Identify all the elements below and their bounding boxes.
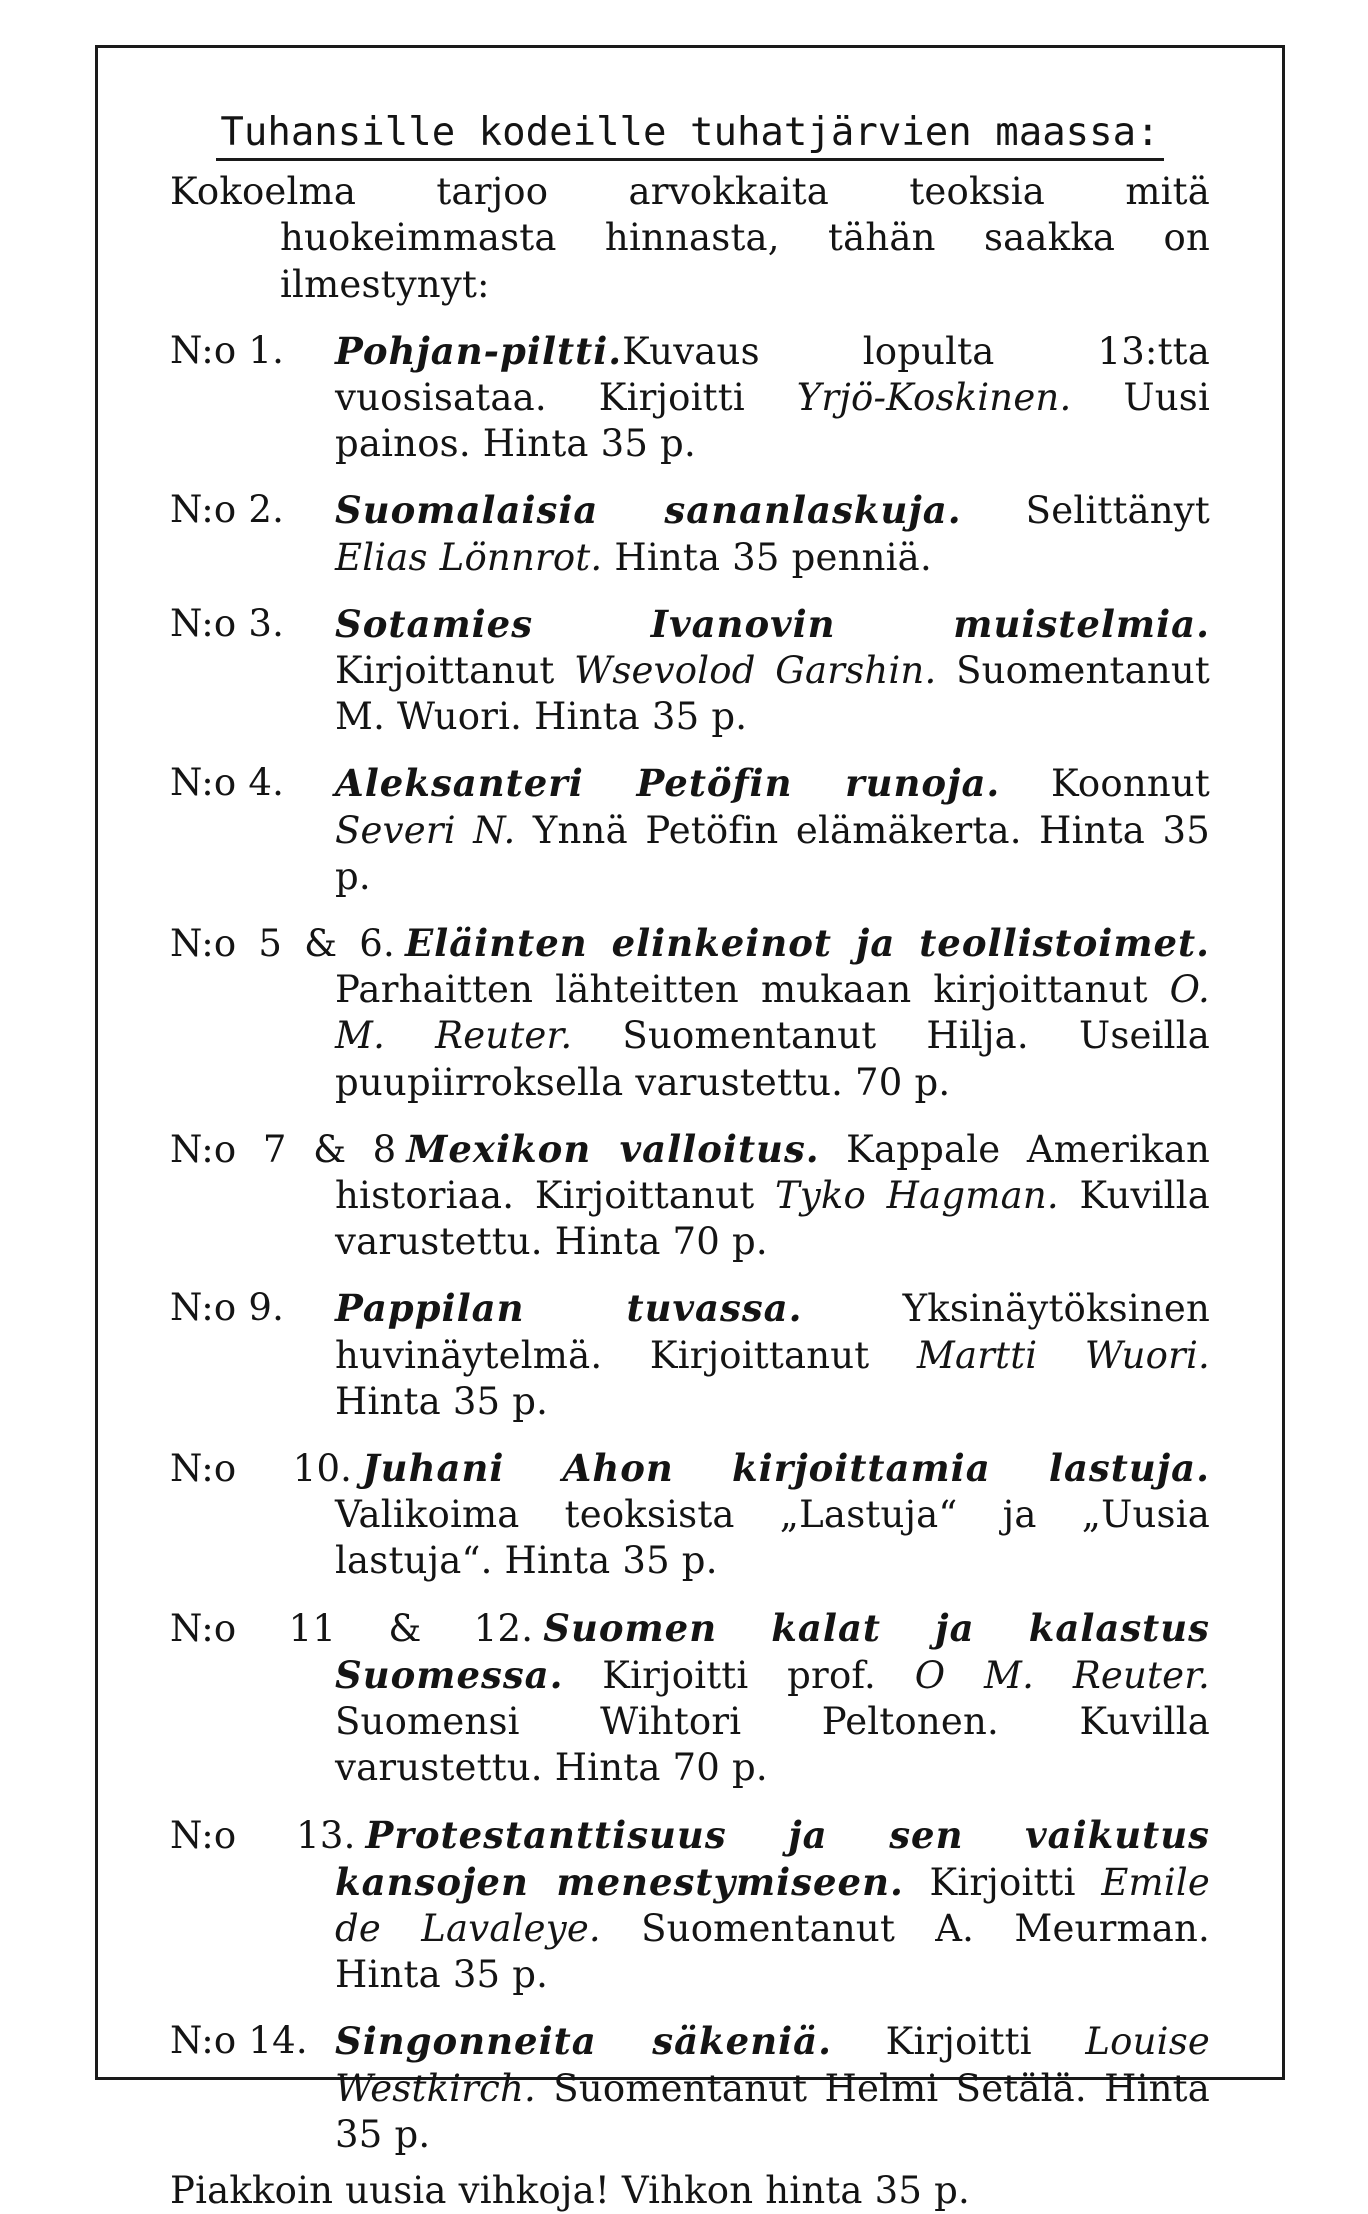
entry-list bbox=[170, 328, 1210, 2158]
entry-text: Hinta 35 penniä. bbox=[602, 535, 932, 579]
entry-title: Protestanttisuus ja sen vaikutus kansojen menestymiseen. bbox=[335, 1812, 1210, 1904]
entry-title: Mexikon valloitus. bbox=[406, 1126, 820, 1171]
entry-title: Aleksanteri Petöfin runoja. bbox=[335, 761, 1001, 806]
entry-author: Emile de Lavaleye. bbox=[335, 1860, 1210, 1950]
entry-number: N:o 14. bbox=[170, 2019, 308, 2063]
entry-text: Hinta 35 p. bbox=[335, 1379, 549, 1423]
intro-text: Kokoelma tarjoo arvokkaita teoksia mitä huokeimmasta hinnasta, tähän saakka on ilmestynyt: bbox=[170, 170, 1210, 306]
entry-text: Suomentanut A. Meurman. Hinta 35 p. bbox=[335, 1906, 1210, 1997]
entry-number: N:o 10. bbox=[170, 1447, 353, 1491]
entry bbox=[170, 1605, 1210, 1792]
footer-text: Piakkoin uusia vihkoja! Vihkon hinta 35 p. bbox=[170, 2168, 970, 2212]
entry-text: Suomentanut Helmi Setälä. Hinta 35 p. bbox=[335, 2066, 1210, 2156]
entry-text: Kirjoittanut bbox=[335, 649, 575, 693]
entry-number: N:o 5 & 6. bbox=[170, 922, 395, 966]
entry-author: Severi N. bbox=[335, 808, 516, 852]
entry-text: Kirjoitti prof. bbox=[563, 1653, 915, 1697]
entry-author: Martti Wuori. bbox=[916, 1333, 1210, 1377]
entry-text: Selittänyt bbox=[961, 489, 1210, 533]
entry-author: Elias Lönnrot. bbox=[335, 535, 603, 579]
entry-title: Pappilan tuvassa. bbox=[335, 1286, 803, 1331]
entry-text: Kappale Amerikan historiaa. Kirjoittanut bbox=[335, 1127, 1210, 1218]
entry bbox=[170, 1285, 1210, 1425]
entry-title: Singonneita säkeniä. bbox=[335, 2019, 833, 2064]
entry-text: Kuvilla varustettu. Hinta 70 p. bbox=[335, 1174, 1210, 1264]
entry bbox=[170, 1445, 1210, 1585]
entry-number: N:o 13. bbox=[170, 1813, 356, 1857]
entry bbox=[170, 328, 1210, 468]
entry bbox=[170, 487, 1210, 580]
entry-title: Suomen kalat ja kalastus Suomessa. bbox=[335, 1605, 1211, 1697]
advertisement-page bbox=[170, 110, 1210, 2214]
entry-text: Yksinäytöksinen huvinäytelmä. Kirjoittanut bbox=[335, 1287, 1210, 1377]
entry bbox=[170, 1126, 1210, 1266]
entry-author: Wsevolod Garshin. bbox=[574, 649, 937, 693]
entry-title: Pohjan-piltti. bbox=[335, 328, 623, 373]
entry-author: Tyko Hagman. bbox=[774, 1174, 1059, 1218]
entry-text: Uusi painos. Hinta 35 p. bbox=[335, 376, 1210, 466]
entry-text: Kuvaus lopulta 13:tta vuosisataa. Kirjoitti bbox=[335, 329, 1210, 420]
entry-text: Suomentanut Hilja. Useilla puupiirroksella varustettu. 70 p. bbox=[335, 1014, 1210, 1104]
entry bbox=[170, 601, 1210, 741]
entry-number: N:o 9. bbox=[170, 1286, 285, 1330]
entry-title: Juhani Ahon kirjoittamia lastuja. bbox=[362, 1446, 1210, 1491]
entry-text: Ynnä Petöfin elämäkerta. Hinta 35 p. bbox=[335, 808, 1210, 898]
entry-author: Louise Westkirch. bbox=[335, 2020, 1210, 2110]
entry-text: Parhaitten lähteitten mukaan kirjoittanut bbox=[335, 968, 1170, 1012]
entry-number: N:o 4. bbox=[170, 761, 285, 805]
entry-number: N:o 7 & 8 bbox=[170, 1127, 397, 1171]
entry bbox=[170, 920, 1210, 1106]
entry-number: N:o 1. bbox=[170, 328, 285, 372]
entry-text: Suomentanut M. Wuori. Hinta 35 p. bbox=[335, 649, 1210, 739]
entry-text: Koonnut bbox=[1000, 762, 1210, 806]
entry-number: N:o 11 & 12. bbox=[170, 1606, 534, 1650]
entry bbox=[170, 760, 1210, 900]
heading bbox=[170, 110, 1210, 161]
entry-number: N:o 3. bbox=[170, 601, 285, 645]
entry-text: Kirjoitti bbox=[832, 2020, 1086, 2064]
entry-title: Suomalaisia sananlaskuja. bbox=[335, 488, 962, 533]
entry bbox=[170, 1812, 1210, 1999]
entry-text: Suomensi Wihtori Peltonen. Kuvilla varustettu. Hinta 70 p. bbox=[335, 1700, 1210, 1790]
entry-author: O M. Reuter. bbox=[914, 1653, 1210, 1697]
entry-author: Yrjö-Koskinen. bbox=[796, 376, 1072, 420]
heading-text: Tuhansille kodeille tuhatjärvien maassa: bbox=[216, 110, 1163, 161]
entry-text: Valikoima teoksista „Lastuja“ ja „Uusia lastuja“. Hinta 35 p. bbox=[335, 1493, 1210, 1583]
entry-title: Eläinten elinkeinot ja teollistoimet. bbox=[404, 921, 1210, 966]
entry-number: N:o 2. bbox=[170, 488, 285, 532]
entry-text: Kirjoitti bbox=[903, 1860, 1102, 1904]
entry-title: Sotamies Ivanovin muistelmia. bbox=[335, 601, 1210, 646]
entry bbox=[170, 2018, 1210, 2158]
entry-author: O. M. Reuter. bbox=[335, 968, 1210, 1058]
